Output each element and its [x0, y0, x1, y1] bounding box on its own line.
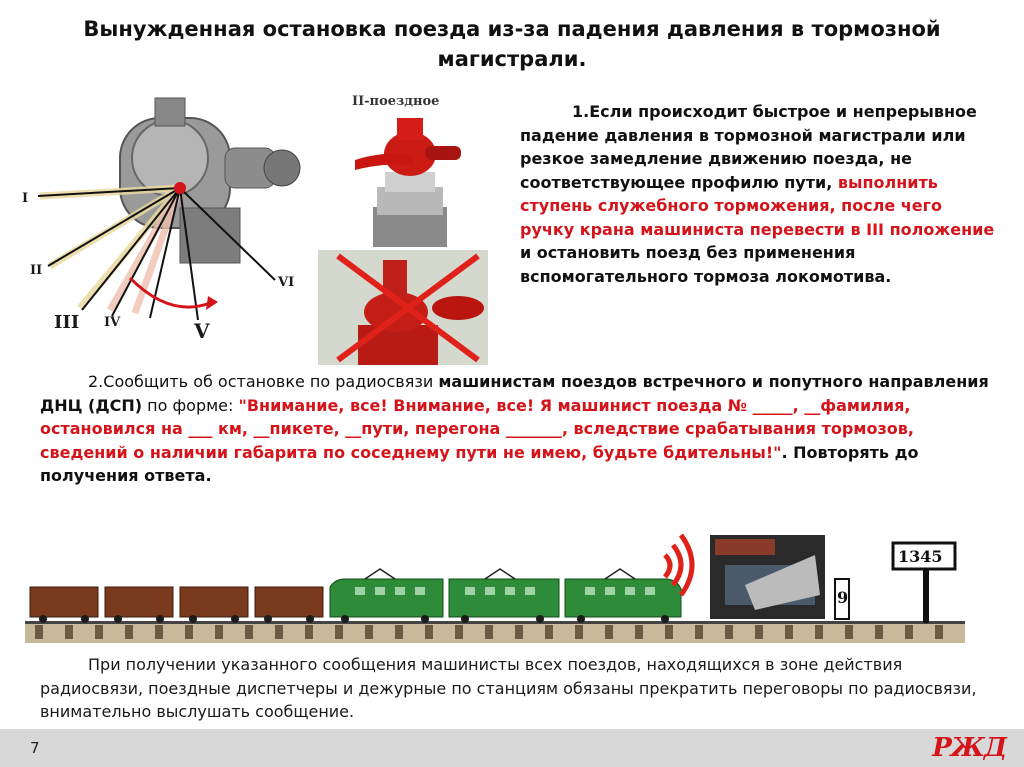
step-1-text-end: и остановить поезд без применения вспомогательного тормоза локомотива.	[520, 243, 892, 286]
position-label-3: III	[54, 312, 80, 333]
crane-photo-crossed	[318, 250, 488, 365]
instruction-step-1	[520, 100, 1000, 288]
step-1-red-text: выполнить ступень служебного торможения, после чего ручку крана машиниста перевести в III положение	[520, 172, 995, 239]
position-label-6: VI	[278, 275, 295, 290]
crane-position-label: II-поездное	[352, 94, 440, 109]
step-2-text-form: по форме:	[142, 395, 239, 415]
step-2-text: 2.Сообщить об остановке по радиосвязи	[88, 372, 439, 391]
step-1-text: 1.Если происходит быстрое и непрерывное падение давления в тормозной магистрали или резкое замедление движению поезда, не соответствующее профилю пути,	[520, 102, 977, 192]
position-label-4: IV	[104, 315, 121, 330]
step-2-bold-recipients: машинистам поездов встречного и попутного направления ДНЦ (ДСП)	[40, 372, 989, 415]
kilometer-sign-number: 1345	[898, 547, 943, 566]
footer-bar	[0, 729, 1024, 767]
crane-positions-diagram	[20, 88, 310, 348]
instruction-note	[40, 653, 990, 724]
radio-message-template: "Внимание, все! Внимание, все! Я машинист поезда № _____, __фамилия, остановился на ___ км, __пикете, __пути, перегона _______, вследствие срабатывания тормозов, сведений о наличии габарита по соседнему пути не имею, будьте бдительны!"	[40, 395, 914, 462]
picket-number: 9	[837, 588, 849, 607]
train-scene	[25, 525, 965, 645]
step-2-bold-end: . Повторять до получения ответа.	[40, 442, 919, 485]
rzd-logo: РЖД	[932, 733, 1006, 763]
position-label-5: V	[194, 319, 210, 343]
note-text: При получении указанного сообщения машинисты всех поездов, находящихся в зоне действия радиосвязи, поездные диспетчеры и дежурные по станциям обязаны прекратить переговоры по радиосвязи, внимательно выслушать сообщение.	[40, 655, 977, 721]
position-label-1: I	[22, 191, 29, 206]
page-title: Вынужденная остановка поезда из-за падения давления в тормозной магистрали.	[83, 17, 941, 71]
position-label-2: II	[30, 263, 43, 278]
page-number: 7	[30, 739, 40, 757]
crane-photo-correct	[355, 112, 465, 247]
instruction-step-2	[40, 370, 990, 488]
